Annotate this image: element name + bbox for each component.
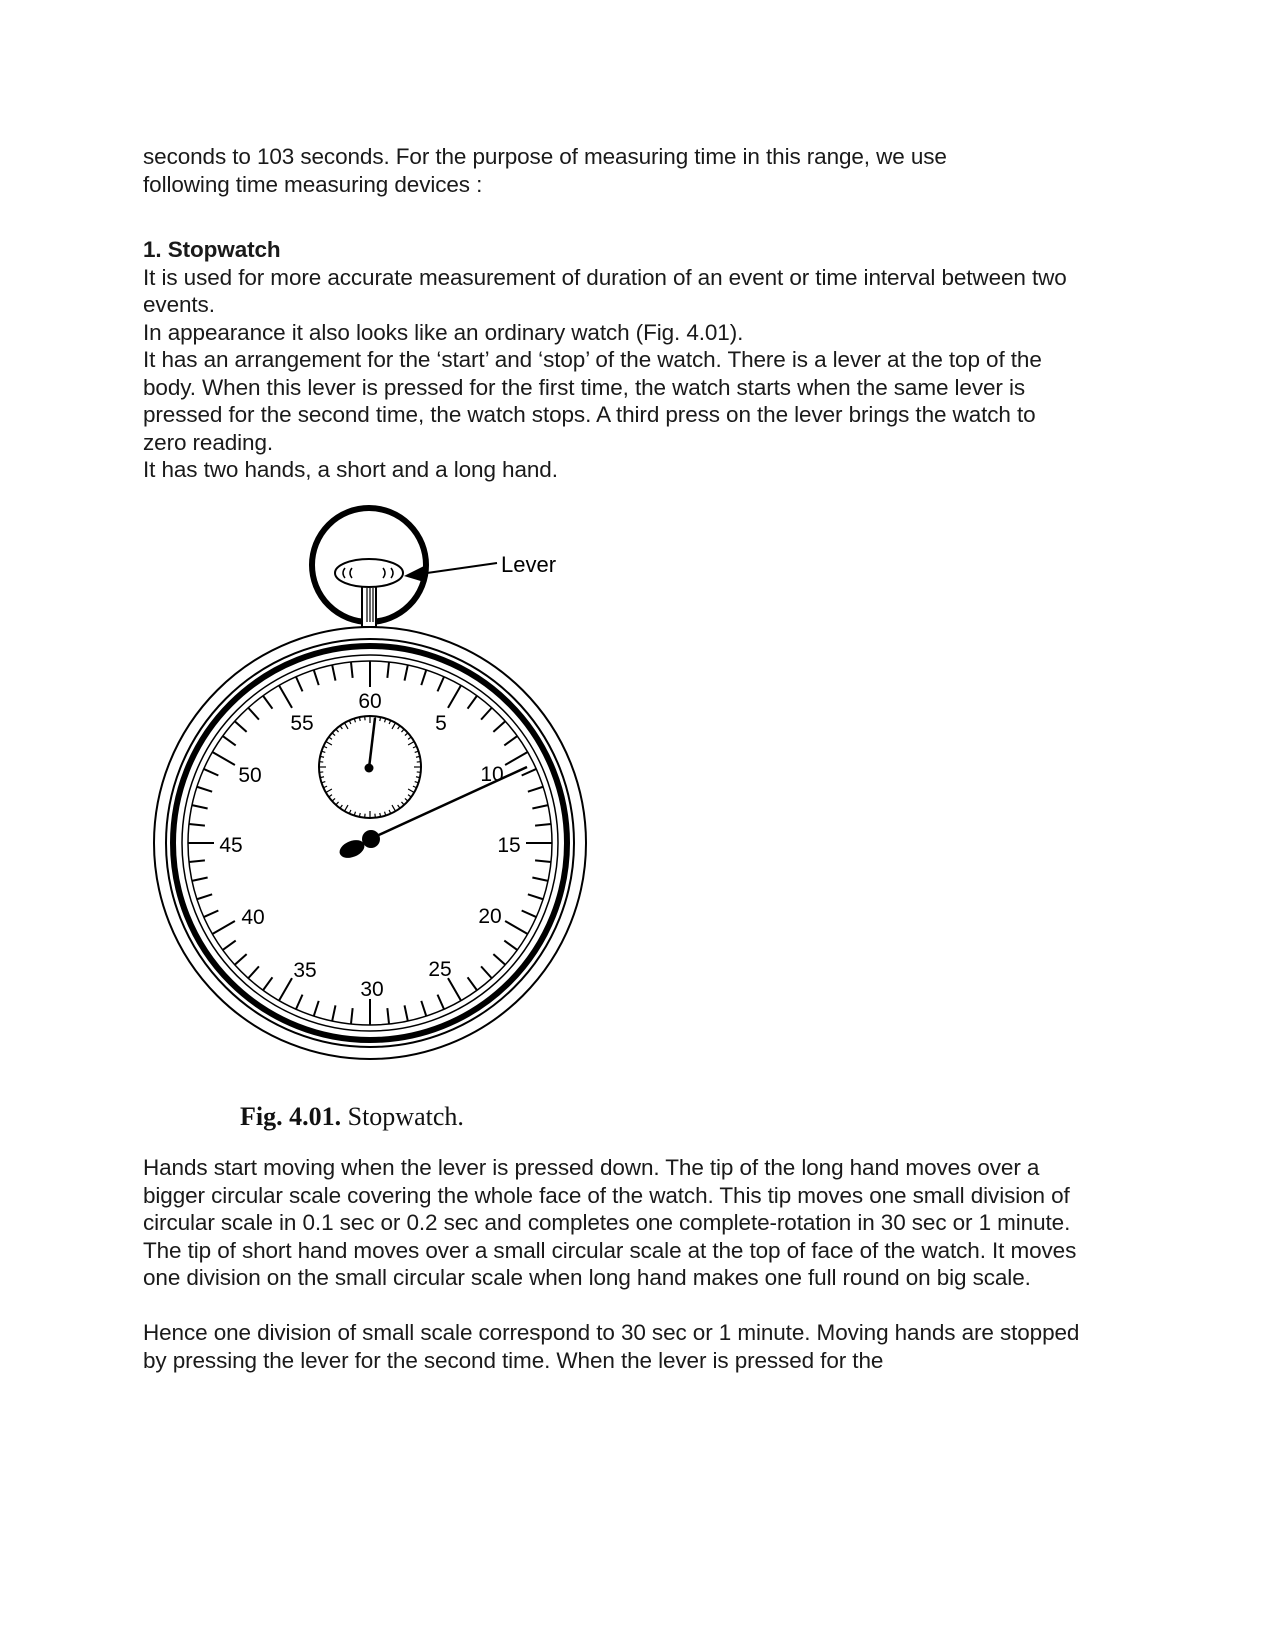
svg-text:45: 45 [219,834,243,857]
section-paragraph: It is used for more accurate measurement of duration of an event or time interval between two events. [143,264,1067,317]
section-paragraph: It has an arrangement for the ‘start’ and ‘stop’ of the watch. There is a lever at the top of the body. When this lever is pressed for the first time, the watch starts when the same lever is pressed for the second time, the watch stops. A third press on the lever brings the watch to zero reading. [143,347,1042,455]
stopwatch-diagram [140,495,620,1095]
svg-text:50: 50 [238,764,262,787]
svg-text:30: 30 [360,978,384,1001]
intro-text [143,143,1083,198]
intro-line-1: seconds to 103 seconds. For the purpose of measuring time in this range, we use [143,144,947,169]
svg-text:20: 20 [478,905,502,928]
svg-text:55: 55 [290,712,314,735]
stopwatch-section [143,236,1083,484]
figure-caption [240,1102,464,1132]
section-heading: 1. Stopwatch [143,237,281,262]
stopwatch-figure [140,495,620,1095]
svg-text:35: 35 [293,959,317,982]
caption-text: Stopwatch. [347,1102,464,1131]
svg-text:5: 5 [435,712,447,735]
svg-text:60: 60 [358,690,382,713]
explanation-text [143,1154,1083,1374]
svg-text:15: 15 [497,834,521,857]
paragraph-1: Hands start moving when the lever is pressed down. The tip of the long hand moves over a bigger circular scale covering the whole face of the watch. This tip moves one small division of circular scale in 0.1 sec or 0.2 sec and completes one complete-rotation in 30 sec or 1 minute. The tip of short hand moves over a small circular scale at the top of face of the watch. It moves one division on the small circular scale when long hand makes one full round on big scale. [143,1155,1077,1290]
caption-number: Fig. 4.01. [240,1102,342,1131]
svg-text:25: 25 [428,958,452,981]
stem [362,583,376,627]
lever-label: Lever [501,552,557,577]
lever-arrow [420,563,497,574]
section-paragraph: In appearance it also looks like an ordinary watch (Fig. 4.01). [143,319,744,345]
svg-text:10: 10 [480,763,504,786]
paragraph-2: Hence one division of small scale correspond to 30 sec or 1 minute. Moving hands are stopped by pressing the lever for the second time. When the lever is pressed for the [143,1320,1080,1373]
section-paragraph: It has two hands, a short and a long hand. [143,457,558,482]
intro-line-2: following time measuring devices : [143,171,483,197]
svg-text:40: 40 [241,906,265,929]
